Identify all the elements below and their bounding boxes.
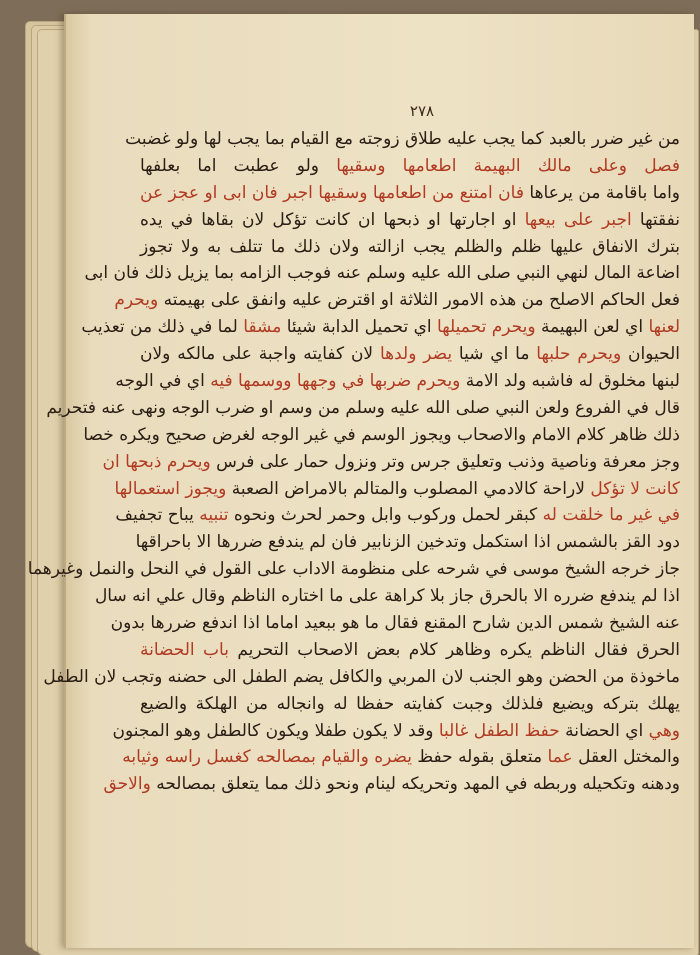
text-line	[102, 449, 680, 476]
body-text: قال في الفروع ولعن النبي صلى الله عليه وسلم من وسم او ضرب الوجه ونهى عنه فتحريم	[46, 397, 680, 418]
body-text: ودهنه وتكحيله وربطه في المهد وتحريكه لينام ونحو ذلك مما يتعلق بمصالحه	[150, 774, 680, 795]
rubric-text: ويجوز استعمالها	[114, 478, 227, 499]
rubric-text: والاحق	[103, 774, 151, 795]
rubric-text: كانت لا تؤكل	[590, 478, 680, 499]
body-text: ولو عطبت اما بعلفها	[140, 155, 319, 176]
body-text: او اجارتها او ذبحها ان كانت تؤكل لان بقاها في يده	[140, 209, 525, 230]
rubric-text: لعنها	[648, 317, 680, 338]
text-line	[122, 744, 680, 771]
text-line	[140, 341, 680, 368]
body-text: اي الحضانة	[559, 720, 649, 741]
text-line	[140, 691, 680, 718]
body-text: كبقر لحمل وركوب وابل وحمر لحرث ونحوه	[228, 505, 543, 526]
text-line	[27, 556, 680, 583]
rubric-text: اجبر على بيعها	[524, 209, 632, 230]
body-text: اي في الوجه	[115, 371, 211, 392]
text-line	[81, 314, 680, 341]
body-text: اذا لم يندفع ضرره الا بالحرق جاز بلا كراهة على ما اختاره الناظم وقال علي انه سال	[94, 586, 680, 607]
body-text: الحيوان	[621, 344, 681, 365]
rubric-text: فان امتنع من اطعامها وسقيها اجبر فان ابى او عجز عن	[140, 182, 524, 203]
text-line	[94, 583, 680, 610]
rubric-text: ويحرم ذبحها ان	[102, 451, 211, 472]
body-text: جاز خرجه الشيخ موسى في شرحه على منظومة الاداب على القول في النحل والنمل وغيرهما	[27, 559, 680, 580]
body-text: يباح تجفيف	[115, 505, 200, 526]
rubric-text: في غير ما خلقت له	[542, 505, 680, 526]
rubric-text: يضر ولدها	[379, 344, 453, 365]
text-line	[84, 260, 680, 287]
body-text: وجز معرفة وناصية وذنب وتعليق جرس وتر ونزول حمار على فرس	[210, 451, 680, 472]
text-line	[103, 771, 680, 798]
body-text: لان كفايته واجبة على مالكه ولان	[140, 344, 380, 365]
body-text: لما في ذلك من تعذيب	[81, 317, 244, 338]
rubric-text: ويحرم تحميلها	[437, 317, 536, 338]
rubric-text: مشقا	[243, 317, 282, 338]
text-line	[125, 126, 680, 153]
text-line	[140, 234, 680, 261]
rubric-text: حفظ الطفل غالبا	[438, 720, 560, 741]
body-text: اي تحميل الدابة شيئا	[281, 317, 438, 338]
rubric-text: وهي	[648, 720, 680, 741]
body-text: اي لعن البهيمة	[535, 317, 649, 338]
folio-number: ٢٧٨	[409, 102, 435, 120]
body-text: بترك الانفاق عليها ظلم والظلم يجب ازالته ولان ذلك ما تتلف به ولا تجوز	[140, 236, 680, 257]
body-text: يهلك بتركه ويضيع فلذلك وجبت كفايته حفظا له وانجاله من الهلكة والضيع	[140, 693, 680, 714]
text-line	[140, 207, 680, 234]
body-text: وقد لا يكون طفلا ويكون كالطفل وهو المجنون	[112, 720, 439, 741]
body-text: لبنها مخلوق له فاشبه ولد الامة	[460, 371, 680, 392]
body-text: والمختل العقل	[572, 747, 680, 768]
body-text: عنه الشيخ شمس الدين شارح المقنع فقال ما هو ببعيد اماما اذا اندفع ضررها بدون	[110, 613, 680, 634]
rubric-text: وعلى مالك البهيمة اطعامها وسقيها	[318, 155, 628, 176]
rubric-text: ويحرم	[114, 290, 159, 311]
body-text: ماخوذة من الحضن وهو الجنب لان المربي والكافل يضم الطفل الى حضنه وتجب لان الطفل	[43, 666, 680, 687]
rubric-text: تنبيه	[199, 505, 229, 526]
body-text: ذلك ظاهر كلام الامام والاصحاب ويجوز الوسم في غير الوجه لغرض صحيح ويكره خصا	[83, 424, 680, 445]
text-line	[114, 476, 680, 503]
body-text: لاراحة كالادمي المصلوب والمتالم بالامراض الصعبة	[226, 478, 591, 499]
rubric-text: يضره والقيام بمصالحه كغسل راسه وثيابه	[122, 747, 413, 768]
body-text: متعلق بقوله حفظ	[412, 747, 548, 768]
body-text: نفقتها	[631, 209, 680, 230]
rubric-text: ويحرم حلبها	[536, 344, 622, 365]
rubric-text: باب الحضانة	[140, 639, 229, 660]
rubric-text: عما	[547, 747, 573, 768]
text-line	[135, 529, 680, 556]
text-line	[112, 718, 680, 745]
body-text: واما باقامة من يرعاها	[523, 182, 680, 203]
text-line	[114, 287, 680, 314]
rubric-text: فصل	[627, 155, 680, 176]
rubric-text: ويحرم ضربها في وجهها ووسمها فيه	[210, 371, 461, 392]
text-line	[43, 664, 680, 691]
text-line	[140, 637, 680, 664]
body-text: الحرق فقال الناظم يكره وظاهر كلام بعض الاصحاب التحريم	[228, 639, 680, 660]
text-line	[115, 368, 680, 395]
text-line	[83, 422, 680, 449]
body-text: فعل الحاكم الاصلح من هذه الامور الثلاثة او اقترض عليه وانفق على بهيمته	[158, 290, 680, 311]
body-text: ما اي شيا	[452, 344, 537, 365]
manuscript-text-block	[27, 126, 681, 798]
text-line	[46, 395, 680, 422]
body-text: اضاعة المال لنهي النبي صلى الله عليه وسلم عنه فوجب الزامه بما يزيل ذلك فان ابى	[84, 263, 680, 284]
body-text: من غير ضرر بالعبد كما يجب عليه طلاق زوجته مع القيام بما يجب لها ولو غضبت	[125, 129, 680, 149]
text-line	[110, 610, 680, 637]
body-text: دود القز بالشمس اذا استكمل وتدخين الزنابير فان لم يندفع ضررها الا باحراقها	[135, 532, 680, 553]
text-line	[115, 502, 680, 529]
text-line	[140, 180, 680, 207]
text-line	[140, 153, 680, 180]
